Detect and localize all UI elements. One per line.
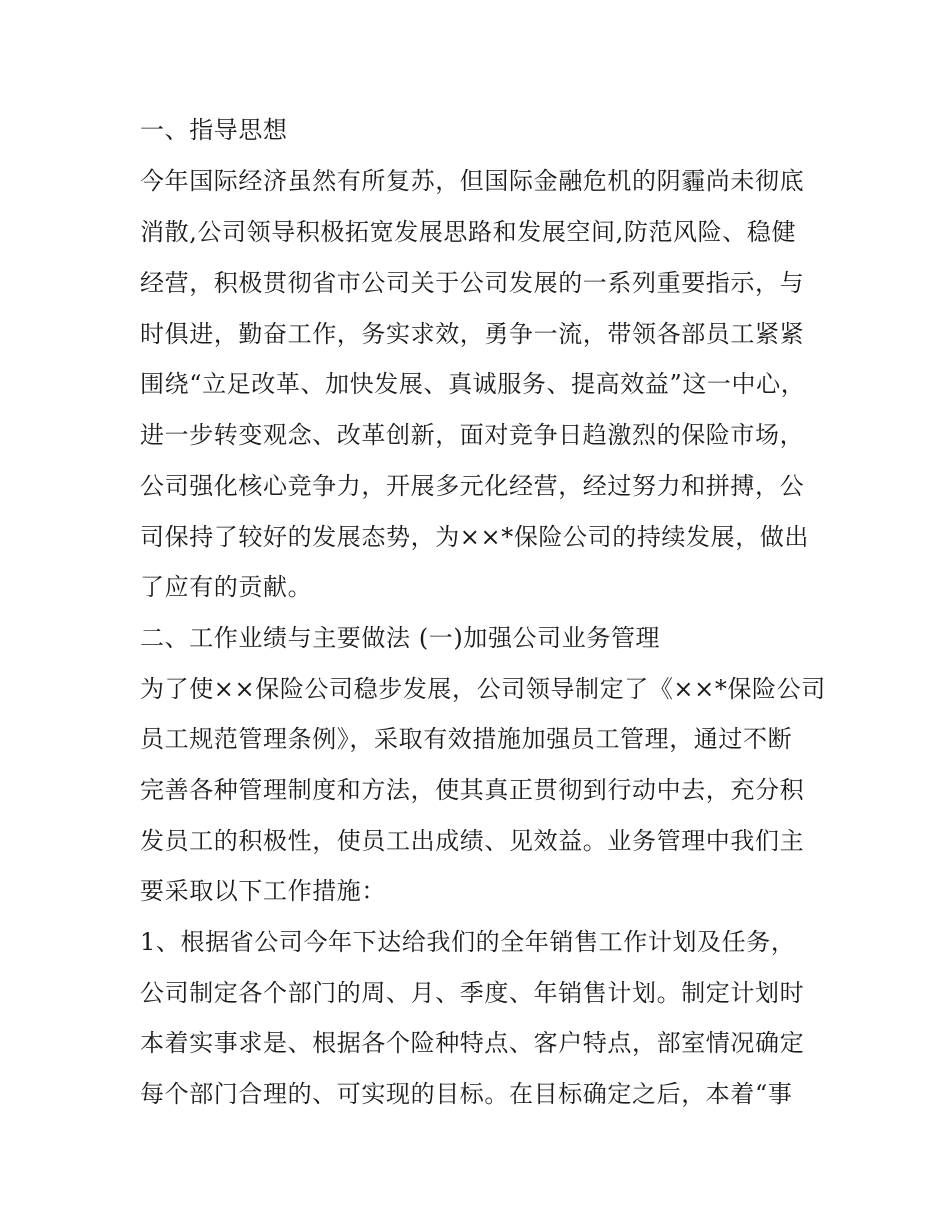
paragraph-line: 司保持了较好的发展态势，为××*保险公司的持续发展，做出: [140, 523, 810, 551]
paragraph-line: 消散,公司领导积极拓宽发展思路和发展空间,防范风险、稳健: [140, 218, 797, 246]
paragraph-line: 公司制定各个部门的周、月、季度、年销售计划。制定计划时: [140, 979, 805, 1007]
list-item-1: 1、根据省公司今年下达给我们的全年销售工作计划及任务，: [140, 928, 796, 956]
paragraph-line: 要采取以下工作措施：: [140, 877, 386, 905]
heading-guiding-ideology: 一、指导思想: [140, 116, 288, 144]
paragraph-line: 每个部门合理的、可实现的目标。在目标确定之后，本着“事: [140, 1080, 793, 1108]
paragraph-line: 围绕“立足改革、加快发展、真诚服务、提高效益”这一中心，: [140, 370, 806, 398]
heading-achievements: 二、工作业绩与主要做法 (一)加强公司业务管理: [140, 624, 661, 652]
paragraph-line: 经营，积极贯彻省市公司关于公司发展的一系列重要指示，与: [140, 269, 805, 297]
paragraph-line: 了应有的贡献。: [140, 573, 313, 601]
paragraph-line: 本着实事求是、根据各个险种特点、客户特点，部室情况确定: [140, 1029, 805, 1057]
paragraph-line: 今年国际经济虽然有所复苏，但国际金融危机的阴霾尚未彻底: [140, 167, 805, 195]
paragraph-line: 进一步转变观念、改革创新，面对竞争日趋激烈的保险市场，: [140, 421, 805, 449]
paragraph-line: 时俱进，勤奋工作，务实求效，勇争一流，带领各部员工紧紧: [140, 320, 805, 348]
paragraph-line: 完善各种管理制度和方法，使其真正贯彻到行动中去，充分积: [140, 776, 805, 804]
paragraph-line: 为了使××保险公司稳步发展，公司领导制定了《××*保险公司: [140, 675, 826, 703]
paragraph-line: 员工规范管理条例》，采取有效措施加强员工管理，通过不断: [140, 725, 793, 753]
paragraph-line: 公司强化核心竞争力，开展多元化经营，经过努力和拼搏，公: [140, 472, 805, 500]
paragraph-line: 发员工的积极性，使员工出成绩、见效益。业务管理中我们主: [140, 827, 805, 855]
